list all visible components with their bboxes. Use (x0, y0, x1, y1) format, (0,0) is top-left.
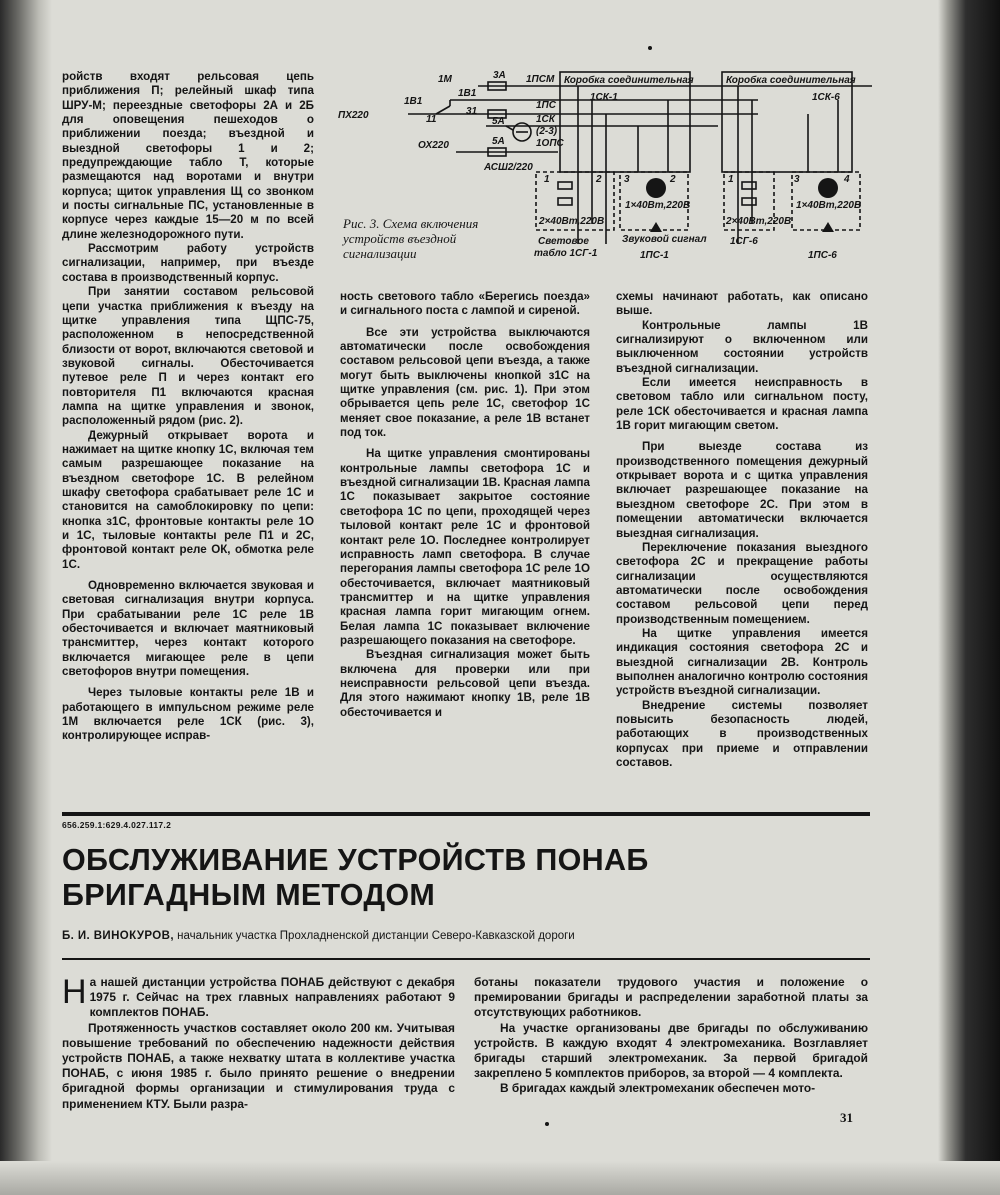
article2-column-2 (474, 975, 868, 1097)
author-line (62, 930, 575, 942)
label-1ops: 1ОПС (536, 138, 564, 149)
paragraph: Дежурный открывает ворота и нажимает на щитке кнопку 1С, включая тем самым разрешающее показание на въездном светофоре 1С. В релейном шкафу светофора срабатывает реле 1С и становится на самоблокировку по цепи: кнопка з1С, фронтовые контакты реле 1О и 1С, тыловые контакты реле П1 и 2С, фронтовой контакт реле ОК, обмотка реле 1С. (62, 428, 314, 571)
label-n1: 1 (544, 174, 550, 185)
paragraph: Через тыловые контакты реле 1В и работающего в импульсном режиме реле 1М включается реле 1СК (рис. 3), контролирующее исправ- (62, 686, 314, 743)
article1-column-2 (340, 290, 590, 720)
article-title (62, 843, 862, 913)
label-junction-box-1: Коробка соединительная (564, 75, 694, 86)
paragraph: Контрольные лампы 1В сигнализируют о включенном или выключенном состоянии устройств въездной сигнализации. (616, 318, 868, 375)
paragraph: На щитке управления имеется индикация состояния светофора 2С и выездной сигнализации 2В. Контроль выполнен аналогично контролю состояния устройств въездной сигнализации. (616, 626, 868, 698)
label-5a-2: 5А (492, 136, 505, 147)
article1-column-3 (616, 290, 868, 770)
paragraph: ботаны показатели трудового участия и положение о премировании бригады и распределении заработной платы за отсутствующих работников. (474, 975, 868, 1020)
paragraph: Рассмотрим работу устройств сигнализации, например, при въезде состава в производственный корпус. (62, 242, 314, 284)
label-1sk: 1СК (536, 114, 555, 125)
article-title-line-2: БРИГАДНЫМ МЕТОДОМ (62, 878, 436, 912)
label-lamp-3: 2×40Вт,220В (726, 216, 792, 227)
author-role: начальник участка Прохладненской дистанции Северо-Кавказской дороги (177, 930, 575, 942)
print-speck (545, 1122, 549, 1126)
figure-caption: Рис. 3. Схема включения устройств въездной сигнализации (343, 216, 479, 261)
label-n31: 3 (794, 174, 800, 185)
label-lamp-4: 1×40Вт,220В (796, 200, 862, 211)
label-1ps: 1ПС (536, 100, 556, 111)
paragraph: В бригадах каждый электромеханик обеспечен мото- (500, 1081, 816, 1096)
paragraph: При выезде состава из производственного помещения дежурный открывает ворота и с щитка управления включает разрешающее показание на выездном светофоре 2С. При этом в помещении автоматически включается выездная сигнализация. (616, 440, 868, 540)
article1-column-1 (62, 70, 314, 744)
label-junction-box-2: Коробка соединительная (726, 75, 856, 86)
label-31: 31 (466, 106, 478, 117)
label-1v1: 1В1 (404, 96, 423, 107)
scan-shadow-bottom (0, 1161, 1000, 1195)
article2-column-1 (62, 975, 455, 1112)
label-1ps-6: 1ПС-6 (808, 250, 837, 261)
label-1m: 1М (438, 74, 452, 85)
label-lamp-1: 2×40Вт,220В (539, 216, 605, 227)
author-rule (62, 958, 870, 960)
paragraph: Одновременно включается звуковая и световая сигнализация внутри корпуса. При срабатывании реле 1С реле 1В обесточивается и включает маятниковый трансмиттер, через контакт которого включается мигающее реле в цепи светофоров внутри помещения. (62, 579, 314, 679)
label-lamp-2: 1×40Вт,220В (625, 200, 691, 211)
article-title-line-1: ОБСЛУЖИВАНИЕ УСТРОЙСТВ ПОНАБ (62, 843, 649, 877)
label-n11: 1 (728, 174, 734, 185)
paragraph: Все эти устройства выключаются автоматически после освобождения составом рельсовой цепи въезда, а также могут быть выключены кнопкой з1С на щитке управления (см. рис. 1). При этом обрывается цепь реле 1С, светофор 1С меняет свое показание, а реле 1В встанет под ток. (340, 325, 590, 440)
label-1v1-b: 1В1 (458, 88, 477, 99)
paragraph: ность светового табло «Берегись поезда» и сигнального поста с лампой и сиреной. (340, 290, 590, 318)
section-rule (62, 812, 870, 816)
label-1sg-6: 1СГ-6 (730, 236, 758, 247)
drop-cap: Н (62, 973, 87, 1011)
paragraph: Переключение показания выездного светофора 2С и прекращение работы сигнализации осуществляются автоматически после освобождения составом рельсовой цепи перед производственным помещением. (616, 540, 868, 626)
paragraph (62, 975, 455, 1021)
scan-shadow-left (0, 0, 52, 1195)
paragraph: ройств входят рельсовая цепь приближения П; релейный шкаф типа ШРУ-М; переездные светофоры 2А и 2Б для оповещения пешеходов о приближении поезда; въездной и выездной светофоры 1 и 2; предупреждающие табло Т, которые размещаются над воротами и внутри корпуса; щиток управления Щ со звонком и посты сигнальные ПС, установленные в корпусе через каждые 15—20 м по всей длине железнодорожного пути. (62, 70, 314, 241)
paragraph: Протяженность участков составляет около 200 км. Учитывая повышение требований по обеспечению надежности действия устройств ПОНАБ, а также нехватку штата в коллективе участка ПОНАБ, с июня 1985 г. было принято решение о внедрении бригадной формы организации и стимулирования труда с применением КТУ. Были разра- (62, 1020, 455, 1111)
paragraph: На участке организованы две бригады по обслуживанию устройств. В каждую входят 4 электромеханика. Возглавляет бригады старший электромеханик. За первой бригадой закреплено 5 комплектов приборов, за второй — 4 комплекта. (474, 1020, 868, 1081)
paragraph-text: а нашей дистанции устройства ПОНАБ действуют с декабря 1975 г. Сейчас на трех главных направлениях работают 9 комплектов ПОНАБ. (89, 975, 455, 1020)
label-sound-signal: Звуковой сигнал (622, 234, 707, 245)
label-n4: 4 (844, 174, 850, 185)
page-number: 31 (840, 1110, 853, 1125)
paragraph: Въездная сигнализация может быть включена для проверки или при неисправности рельсовой цепи въезда. Для этого нажимают кнопку 1В, реле 1В обесточивается и (340, 648, 590, 719)
label-tablo-2: табло 1СГ-1 (534, 248, 598, 259)
label-px220: ПХ220 (338, 110, 369, 121)
label-n3: 3 (624, 174, 630, 185)
label-n2: 2 (596, 174, 602, 185)
label-2-3: (2-3) (536, 126, 558, 137)
label-5a: 5А (492, 116, 505, 127)
paragraph: схемы начинают работать, как описано выше. (616, 290, 868, 318)
label-3a: 3А (493, 70, 506, 81)
label-ox220: ОХ220 (418, 140, 449, 151)
label-1psm: 1ПСМ (526, 74, 555, 85)
label-n24: 2 (670, 174, 676, 185)
paragraph: Если имеется неисправность в световом табло или сигнальном посту, реле 1СК обесточивается и красная лампа 1В горит мигающим светом. (616, 376, 868, 433)
label-11: 11 (426, 114, 437, 125)
label-1sk-1: 1СК-1 (590, 92, 618, 103)
paragraph: Внедрение системы позволяет повысить безопасность людей, работающих в производственных корпусах при приеме и отправлении составов. (616, 698, 868, 769)
scan-shadow-right (938, 0, 1000, 1195)
paragraph: При занятии составом рельсовой цепи участка приближения к въезду на щитке управления типа ЩПС-75, расположенном в непосредственной близости от ворот, включаются световой и звуковой сигналы. Обесточивается путевое реле П и через контакт его повторителя П1 включаются красная лампа на щитке управления и звонок, расположенный рядом (рис. 2). (62, 285, 314, 428)
label-1sk-6: 1СК-6 (812, 92, 840, 103)
paragraph: На щитке управления смонтированы контрольные лампы светофора 1С и въездной сигнализации 1В. Красная лампа 1С показывает закрытое состояние светофора 1С по цепи, проходящей через тыловой контакт реле 1С и фронтовой контакт реле 1О. Последнее контролирует исправность ламп светофора. В случае перегорания лампы светофора 1С реле 1О обесточивается, включает маятниковый трансмиттер и на щитке управления красная лампа горит мигающим огнем. Белая лампа 1С показывает включение разрешающего показания на светофоре. (340, 447, 590, 647)
udc-code: 656.259.1:629.4.027.117.2 (62, 820, 172, 830)
label-ash: АСШ2/220 (484, 162, 533, 173)
label-1ps-1: 1ПС-1 (640, 250, 669, 261)
author-name: Б. И. ВИНОКУРОВ, (62, 930, 174, 942)
label-tablo: Световое (538, 236, 589, 247)
print-speck (648, 46, 652, 50)
